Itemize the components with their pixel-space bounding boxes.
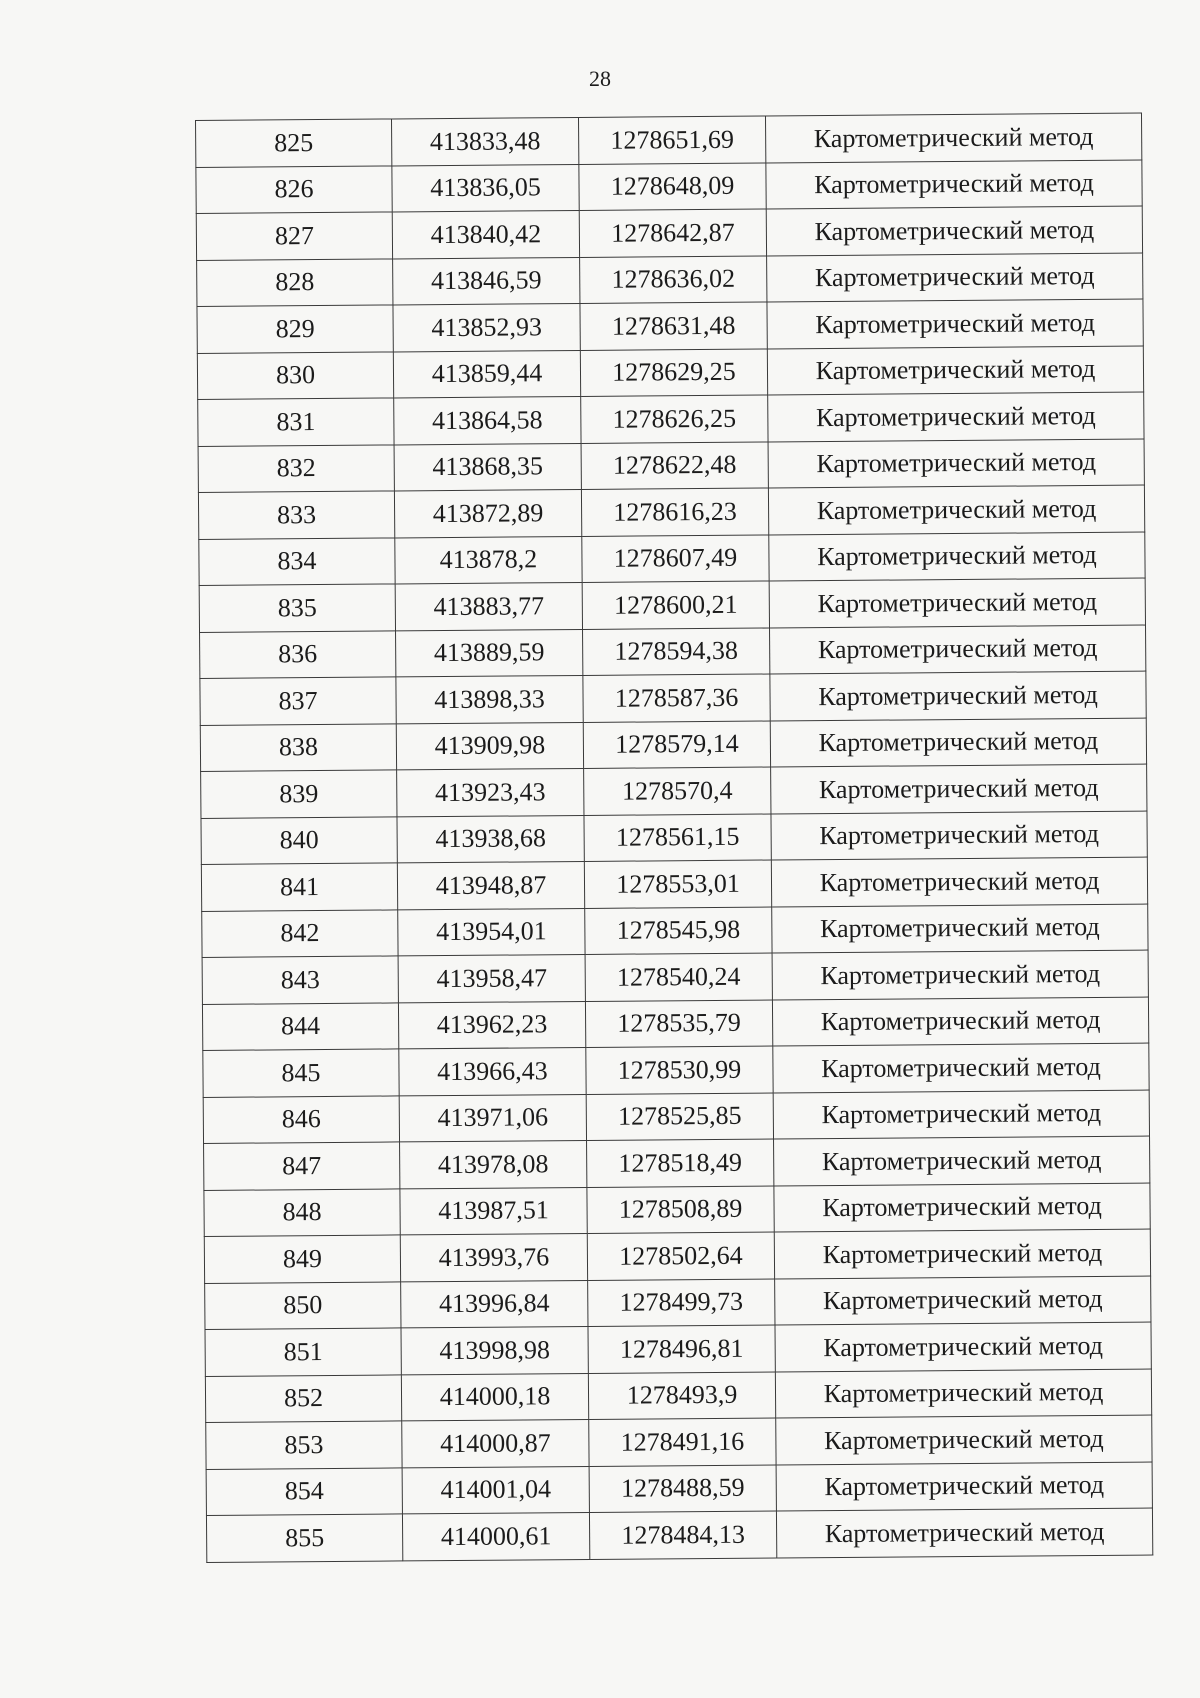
point-number-cell: 830 bbox=[197, 351, 393, 399]
x-coordinate-cell: 413923,43 bbox=[397, 768, 584, 816]
point-number-cell: 840 bbox=[201, 816, 397, 864]
method-cell: Картометрический метод bbox=[768, 485, 1144, 534]
method-cell: Картометрический метод bbox=[772, 950, 1148, 999]
point-number-cell: 849 bbox=[204, 1235, 400, 1283]
x-coordinate-cell: 413948,87 bbox=[397, 861, 584, 909]
point-number-cell: 854 bbox=[206, 1467, 402, 1515]
y-coordinate-cell: 1278484,13 bbox=[589, 1511, 776, 1559]
method-cell: Картометрический метод bbox=[769, 578, 1145, 627]
x-coordinate-cell: 413938,68 bbox=[397, 815, 584, 863]
method-cell: Картометрический метод bbox=[766, 160, 1142, 209]
table-row bbox=[203, 1090, 1149, 1144]
x-coordinate-cell: 413966,43 bbox=[399, 1047, 586, 1095]
point-number-cell: 852 bbox=[205, 1374, 401, 1422]
method-cell: Картометрический метод bbox=[772, 904, 1148, 953]
x-coordinate-cell: 413889,59 bbox=[396, 629, 583, 677]
method-cell: Картометрический метод bbox=[771, 764, 1147, 813]
method-cell: Картометрический метод bbox=[767, 299, 1143, 348]
point-number-cell: 833 bbox=[198, 491, 394, 539]
point-number-cell: 855 bbox=[206, 1514, 402, 1562]
table-row bbox=[200, 625, 1146, 679]
method-cell: Картометрический метод bbox=[774, 1136, 1150, 1185]
y-coordinate-cell: 1278600,21 bbox=[582, 581, 769, 629]
table-row bbox=[203, 1043, 1149, 1097]
y-coordinate-cell: 1278579,14 bbox=[583, 721, 770, 769]
point-number-cell: 842 bbox=[202, 909, 398, 957]
table-row bbox=[204, 1229, 1150, 1283]
method-cell: Картометрический метод bbox=[771, 811, 1147, 860]
point-number-cell: 847 bbox=[204, 1142, 400, 1190]
point-number-cell: 848 bbox=[204, 1188, 400, 1236]
x-coordinate-cell: 413852,93 bbox=[393, 303, 580, 351]
table-row bbox=[204, 1183, 1150, 1237]
point-number-cell: 826 bbox=[196, 165, 392, 213]
point-number-cell: 825 bbox=[196, 119, 392, 167]
y-coordinate-cell: 1278496,81 bbox=[588, 1325, 775, 1373]
x-coordinate-cell: 413872,89 bbox=[394, 489, 581, 537]
y-coordinate-cell: 1278616,23 bbox=[581, 488, 768, 536]
x-coordinate-cell: 413836,05 bbox=[392, 164, 579, 212]
table-row bbox=[197, 253, 1143, 307]
y-coordinate-cell: 1278553,01 bbox=[584, 860, 771, 908]
method-cell: Картометрический метод bbox=[775, 1369, 1151, 1418]
y-coordinate-cell: 1278561,15 bbox=[584, 813, 771, 861]
method-cell: Картометрический метод bbox=[775, 1276, 1151, 1325]
y-coordinate-cell: 1278631,48 bbox=[580, 302, 767, 350]
table-row bbox=[197, 346, 1143, 400]
table-row bbox=[202, 997, 1148, 1051]
method-cell: Картометрический метод bbox=[769, 532, 1145, 581]
point-number-cell: 834 bbox=[199, 537, 395, 585]
y-coordinate-cell: 1278525,85 bbox=[586, 1092, 773, 1140]
point-number-cell: 844 bbox=[202, 1002, 398, 1050]
point-number-cell: 850 bbox=[205, 1281, 401, 1329]
y-coordinate-cell: 1278570,4 bbox=[584, 767, 771, 815]
method-cell: Картометрический метод bbox=[771, 857, 1147, 906]
x-coordinate-cell: 413833,48 bbox=[391, 117, 578, 165]
x-coordinate-cell: 413987,51 bbox=[400, 1187, 587, 1235]
y-coordinate-cell: 1278493,9 bbox=[588, 1371, 775, 1419]
method-cell: Картометрический метод bbox=[767, 253, 1143, 302]
x-coordinate-cell: 414000,87 bbox=[402, 1419, 589, 1467]
method-cell: Картометрический метод bbox=[776, 1508, 1152, 1557]
table-row bbox=[202, 904, 1148, 958]
page-number: 28 bbox=[589, 66, 611, 91]
table-row bbox=[200, 671, 1146, 725]
y-coordinate-cell: 1278629,25 bbox=[580, 349, 767, 397]
x-coordinate-cell: 413954,01 bbox=[398, 908, 585, 956]
x-coordinate-cell: 413996,84 bbox=[401, 1280, 588, 1328]
y-coordinate-cell: 1278545,98 bbox=[585, 906, 772, 954]
table-row bbox=[206, 1415, 1152, 1469]
x-coordinate-cell: 413978,08 bbox=[400, 1140, 587, 1188]
x-coordinate-cell: 413971,06 bbox=[399, 1094, 586, 1142]
method-cell: Картометрический метод bbox=[768, 392, 1144, 441]
table-row bbox=[198, 485, 1144, 539]
point-number-cell: 835 bbox=[199, 584, 395, 632]
y-coordinate-cell: 1278651,69 bbox=[578, 116, 765, 164]
point-number-cell: 851 bbox=[205, 1328, 401, 1376]
table-row bbox=[199, 578, 1145, 632]
y-coordinate-cell: 1278607,49 bbox=[582, 535, 769, 583]
x-coordinate-cell: 414001,04 bbox=[402, 1466, 589, 1514]
table-row bbox=[199, 532, 1145, 586]
table-row bbox=[198, 439, 1144, 493]
y-coordinate-cell: 1278626,25 bbox=[581, 395, 768, 443]
x-coordinate-cell: 413883,77 bbox=[395, 582, 582, 630]
x-coordinate-cell: 413864,58 bbox=[394, 396, 581, 444]
table-row bbox=[196, 160, 1142, 214]
y-coordinate-cell: 1278622,48 bbox=[581, 442, 768, 490]
y-coordinate-cell: 1278530,99 bbox=[586, 1046, 773, 1094]
point-number-cell: 832 bbox=[198, 444, 394, 492]
point-number-cell: 841 bbox=[201, 863, 397, 911]
y-coordinate-cell: 1278488,59 bbox=[589, 1464, 776, 1512]
coordinates-table bbox=[195, 113, 1153, 1563]
y-coordinate-cell: 1278540,24 bbox=[585, 953, 772, 1001]
point-number-cell: 839 bbox=[201, 770, 397, 818]
table-row bbox=[206, 1462, 1152, 1516]
method-cell: Картометрический метод bbox=[766, 206, 1142, 255]
y-coordinate-cell: 1278499,73 bbox=[588, 1278, 775, 1326]
y-coordinate-cell: 1278594,38 bbox=[583, 628, 770, 676]
point-number-cell: 846 bbox=[203, 1095, 399, 1143]
point-number-cell: 827 bbox=[196, 212, 392, 260]
method-cell: Картометрический метод bbox=[776, 1462, 1152, 1511]
method-cell: Картометрический метод bbox=[770, 671, 1146, 720]
table-row bbox=[201, 764, 1147, 818]
x-coordinate-cell: 413868,35 bbox=[394, 443, 581, 491]
x-coordinate-cell: 413958,47 bbox=[398, 954, 585, 1002]
table-row bbox=[196, 113, 1142, 167]
y-coordinate-cell: 1278508,89 bbox=[587, 1185, 774, 1233]
table-row bbox=[205, 1322, 1151, 1376]
point-number-cell: 828 bbox=[197, 258, 393, 306]
x-coordinate-cell: 413878,2 bbox=[395, 536, 582, 584]
x-coordinate-cell: 414000,18 bbox=[401, 1373, 588, 1421]
y-coordinate-cell: 1278636,02 bbox=[580, 256, 767, 304]
method-cell: Картометрический метод bbox=[774, 1183, 1150, 1232]
point-number-cell: 831 bbox=[198, 398, 394, 446]
table-row bbox=[197, 299, 1143, 353]
x-coordinate-cell: 413993,76 bbox=[400, 1233, 587, 1281]
x-coordinate-cell: 414000,61 bbox=[402, 1512, 589, 1560]
point-number-cell: 836 bbox=[200, 630, 396, 678]
x-coordinate-cell: 413859,44 bbox=[393, 350, 580, 398]
y-coordinate-cell: 1278502,64 bbox=[587, 1232, 774, 1280]
y-coordinate-cell: 1278491,16 bbox=[589, 1418, 776, 1466]
x-coordinate-cell: 413846,59 bbox=[393, 257, 580, 305]
table-row bbox=[206, 1508, 1152, 1562]
point-number-cell: 845 bbox=[203, 1049, 399, 1097]
method-cell: Картометрический метод bbox=[774, 1229, 1150, 1278]
method-cell: Картометрический метод bbox=[770, 625, 1146, 674]
x-coordinate-cell: 413898,33 bbox=[396, 675, 583, 723]
y-coordinate-cell: 1278518,49 bbox=[587, 1139, 774, 1187]
table-row bbox=[202, 950, 1148, 1004]
coordinates-table-body bbox=[196, 113, 1153, 1562]
method-cell: Картометрический метод bbox=[775, 1322, 1151, 1371]
point-number-cell: 853 bbox=[206, 1421, 402, 1469]
table-row bbox=[196, 206, 1142, 260]
point-number-cell: 838 bbox=[200, 723, 396, 771]
y-coordinate-cell: 1278535,79 bbox=[585, 999, 772, 1047]
x-coordinate-cell: 413962,23 bbox=[398, 1001, 585, 1049]
method-cell: Картометрический метод bbox=[765, 113, 1141, 162]
method-cell: Картометрический метод bbox=[773, 1090, 1149, 1139]
table-row bbox=[200, 718, 1146, 772]
method-cell: Картометрический метод bbox=[773, 1043, 1149, 1092]
table-row bbox=[205, 1276, 1151, 1330]
y-coordinate-cell: 1278648,09 bbox=[579, 163, 766, 211]
x-coordinate-cell: 413840,42 bbox=[392, 210, 579, 258]
method-cell: Картометрический метод bbox=[772, 997, 1148, 1046]
y-coordinate-cell: 1278587,36 bbox=[583, 674, 770, 722]
table-row bbox=[204, 1136, 1150, 1190]
method-cell: Картометрический метод bbox=[776, 1415, 1152, 1464]
method-cell: Картометрический метод bbox=[768, 439, 1144, 488]
point-number-cell: 843 bbox=[202, 956, 398, 1004]
point-number-cell: 837 bbox=[200, 677, 396, 725]
x-coordinate-cell: 413909,98 bbox=[396, 722, 583, 770]
table-row bbox=[201, 857, 1147, 911]
point-number-cell: 829 bbox=[197, 305, 393, 353]
table-row bbox=[198, 392, 1144, 446]
method-cell: Картометрический метод bbox=[770, 718, 1146, 767]
x-coordinate-cell: 413998,98 bbox=[401, 1326, 588, 1374]
y-coordinate-cell: 1278642,87 bbox=[579, 209, 766, 257]
table-row bbox=[201, 811, 1147, 865]
table-row bbox=[205, 1369, 1151, 1423]
method-cell: Картометрический метод bbox=[767, 346, 1143, 395]
